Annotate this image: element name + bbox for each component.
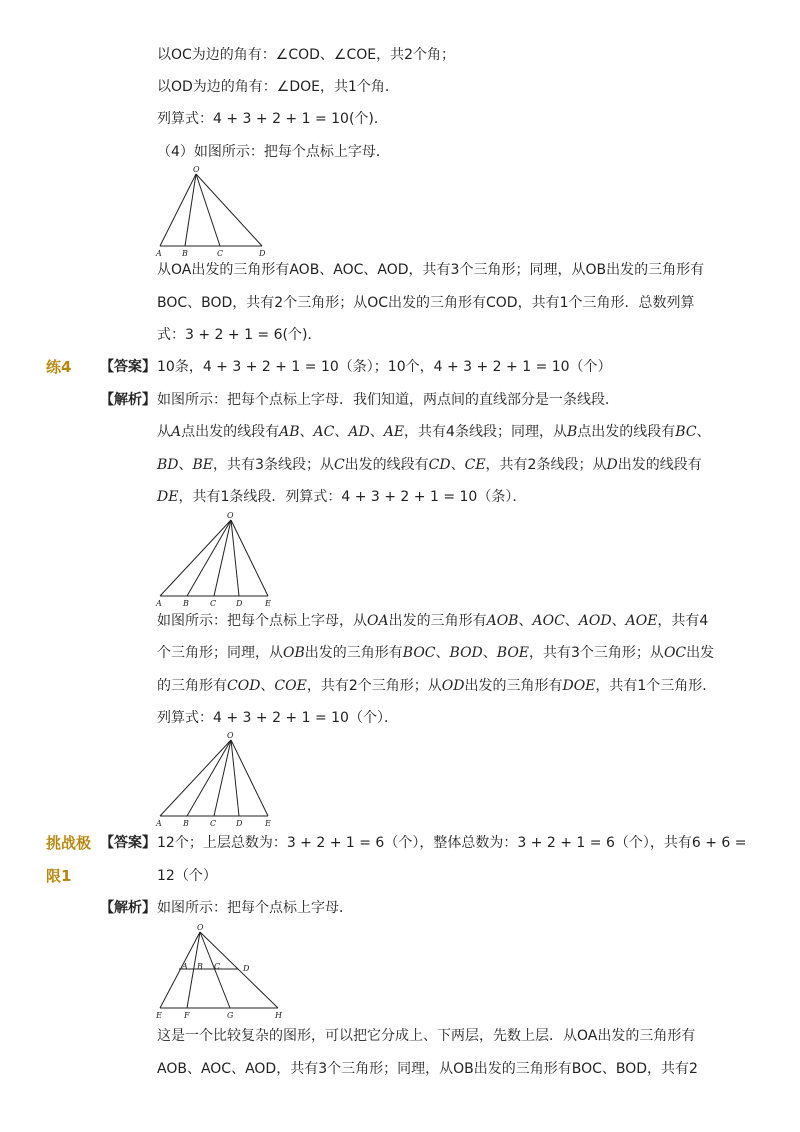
answer-text: 12个；上层总数为：3 + 2 + 1 = 6（个），整体总数为：3 + 2 + 1 = 6（个），共有6 + 6 =: [157, 835, 747, 851]
point-label: D: [259, 249, 266, 258]
point-label: B: [183, 819, 189, 828]
text-line: 列算式：4 + 3 + 2 + 1 = 10(个)．: [157, 111, 388, 127]
exercise-label: 练4: [46, 358, 72, 376]
point-label: G: [227, 1011, 234, 1020]
challenge-label: 挑战极: [46, 834, 92, 852]
point-label: D: [236, 819, 243, 828]
point-label: A: [156, 819, 162, 828]
analysis-text: 如图所示：把每个点标上字母．: [157, 900, 353, 916]
text-line: 以OD为边的角有：∠DOE，共1个角．: [157, 79, 399, 95]
point-label: O: [193, 165, 200, 174]
point-label: D: [236, 599, 243, 608]
point-label: C: [210, 819, 217, 828]
analysis-line: 如图所示：把每个点标上字母，从OA出发的三角形有AOB、AOC、AOD、AOE，共有4: [157, 613, 709, 629]
answer-tag: 【答案】: [100, 359, 156, 375]
text-line: 以OC为边的角有：∠COD、∠COE，共2个角；: [157, 47, 456, 63]
point-label: D: [243, 964, 250, 973]
text-line: （4）如图所示：把每个点标上字母．: [157, 144, 390, 160]
point-label: E: [156, 1011, 162, 1020]
analysis-line: 列算式：4 + 3 + 2 + 1 = 10（个）．: [157, 710, 398, 726]
point-label: C: [214, 962, 221, 971]
text-line: 从OA出发的三角形有AOB、AOC、AOD，共有3个三角形；同理，从OB出发的三角形有: [157, 262, 705, 278]
analysis-tag: 【解析】: [100, 900, 156, 916]
analysis-line: 从A点出发的线段有AB、AC、AD、AE，共有4条线段；同理，从B点出发的线段有BC、: [157, 424, 711, 440]
point-label: A: [182, 962, 188, 971]
triangle-figure-1: [150, 164, 280, 260]
point-label: E: [265, 819, 271, 828]
point-label: O: [197, 923, 204, 932]
point-label: B: [183, 599, 189, 608]
answer-text: 12（个）: [157, 868, 217, 884]
point-label: A: [156, 599, 162, 608]
point-label: C: [210, 599, 217, 608]
point-label: E: [265, 599, 271, 608]
triangle-figure-3: [150, 730, 290, 830]
point-label: B: [182, 249, 188, 258]
analysis-line: AOB、AOC、AOD，共有3个三角形；同理，从OB出发的三角形有BOC、BOD，共有2: [157, 1061, 698, 1077]
answer-tag: 【答案】: [100, 835, 156, 851]
challenge-label: 限1: [46, 867, 72, 885]
point-label: C: [217, 249, 224, 258]
point-label: A: [156, 249, 162, 258]
analysis-line: BD、BE，共有3条线段；从C出发的线段有CD、CE，共有2条线段；从D出发的线段有: [157, 457, 702, 473]
point-label: O: [227, 731, 234, 740]
triangle-figure-2: [150, 510, 290, 610]
analysis-line: DE，共有1条线段．列算式：4 + 3 + 2 + 1 = 10（条）．: [157, 489, 527, 505]
analysis-line: 这是一个比较复杂的图形，可以把它分成上、下两层，先数上层．从OA出发的三角形有: [157, 1028, 696, 1044]
point-label: F: [184, 1011, 190, 1020]
triangle-figure-4: [150, 922, 290, 1026]
analysis-line: 的三角形有COD、COE，共有2个三角形；从OD出发的三角形有DOE，共有1个三角形．: [157, 678, 717, 694]
text-line: BOC、BOD，共有2个三角形；从OC出发的三角形有COD，共有1个三角形．总数列算: [157, 295, 695, 311]
text-line: 式：3 + 2 + 1 = 6(个)．: [157, 327, 322, 343]
analysis-line: 个三角形；同理，从OB出发的三角形有BOC、BOD、BOE，共有3个三角形；从OC出发: [157, 645, 715, 661]
point-label: H: [275, 1011, 282, 1020]
point-label: B: [197, 962, 203, 971]
point-label: O: [227, 511, 234, 520]
analysis-tag: 【解析】: [100, 392, 156, 408]
answer-text: 10条，4 + 3 + 2 + 1 = 10（条）；10个，4 + 3 + 2 + 1 = 10（个）: [157, 359, 612, 375]
analysis-text: 如图所示：把每个点标上字母．我们知道，两点间的直线部分是一条线段．: [157, 392, 619, 408]
